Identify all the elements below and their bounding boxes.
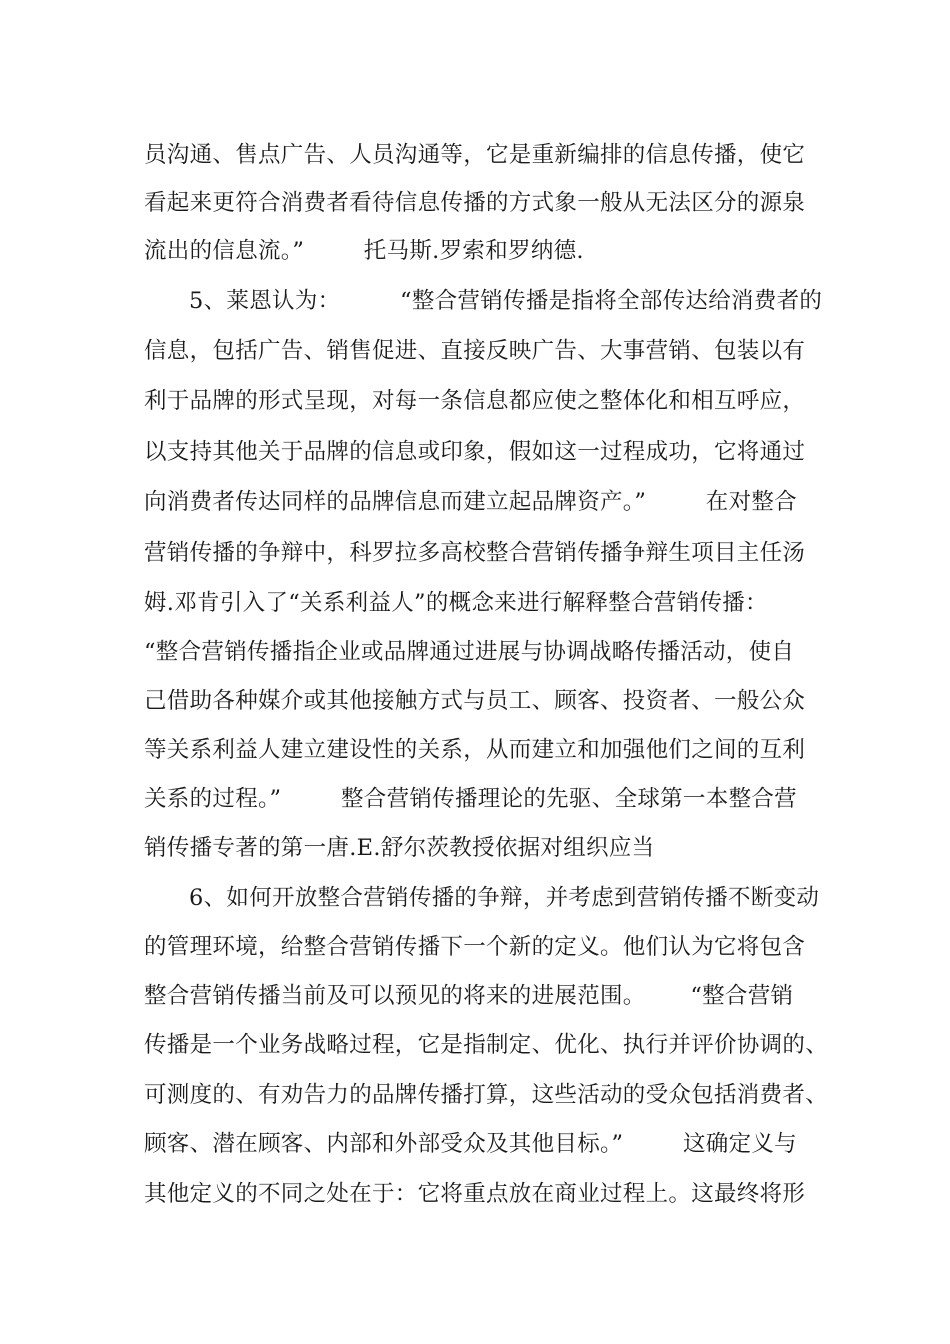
text-line: 关系的过程。” 整合营销传播理论的先驱、全球第一本整合营 bbox=[144, 786, 797, 812]
text-line: 以支持其他关于品牌的信息或印象，假如这一过程成功，它将通过 bbox=[144, 439, 806, 465]
text-line: 整合营销传播当前及可以预见的将来的进展范围。 “整合营销 bbox=[144, 983, 794, 1009]
text-line: 利于品牌的形式呈现，对每一条信息都应使之整体化和相互呼应， bbox=[144, 388, 806, 414]
paragraph-6-start: 6、如何开放整合营销传播的争辩，并考虑到营销传播不断变动 bbox=[189, 885, 820, 911]
text-line: 可测度的、有劝告力的品牌传播打算，这些活动的受众包括消费者、 bbox=[144, 1082, 829, 1108]
text-line: 销传播专著的第一唐.E.舒尔茨教授依据对组织应当 bbox=[144, 835, 655, 861]
text-line: 流出的信息流。” 托马斯.罗索和罗纳德. bbox=[144, 238, 584, 264]
text-line: 员沟通、售点广告、人员沟通等，它是重新编排的信息传播，使它 bbox=[144, 142, 806, 168]
text-line: 看起来更符合消费者看待信息传播的方式象一般从无法区分的源泉 bbox=[144, 190, 806, 216]
text-line: 传播是一个业务战略过程，它是指制定、优化、执行并评价协调的、 bbox=[144, 1032, 829, 1058]
text-line: “整合营销传播指企业或品牌通过进展与协调战略传播活动，使自 bbox=[144, 639, 795, 665]
text-line: 姆.邓肯引入了“关系利益人”的概念来进行解释整合营销传播： bbox=[144, 590, 768, 616]
text-line: 向消费者传达同样的品牌信息而建立起品牌资产。” 在对整合 bbox=[144, 489, 797, 515]
text-line: 顾客、潜在顾客、内部和外部受众及其他目标。” 这确定义与 bbox=[144, 1131, 797, 1157]
text-line: 信息，包括广告、销售促进、直接反映广告、大事营销、包装以有 bbox=[144, 338, 806, 364]
text-line: 己借助各种媒介或其他接触方式与员工、顾客、投资者、一般公众 bbox=[144, 688, 806, 714]
text-line: 的管理环境，给整合营销传播下一个新的定义。他们认为它将包含 bbox=[144, 934, 806, 960]
text-line: 营销传播的争辩中，科罗拉多高校整合营销传播争辩生项目主任汤 bbox=[144, 540, 806, 566]
text-line: 等关系利益人建立建设性的关系，从而建立和加强他们之间的互利 bbox=[144, 737, 806, 763]
paragraph-5-start: 5、莱恩认为： “整合营销传播是指将全部传达给消费者的 bbox=[189, 288, 823, 314]
text-line: 其他定义的不同之处在于：它将重点放在商业过程上。这最终将形 bbox=[144, 1181, 806, 1207]
